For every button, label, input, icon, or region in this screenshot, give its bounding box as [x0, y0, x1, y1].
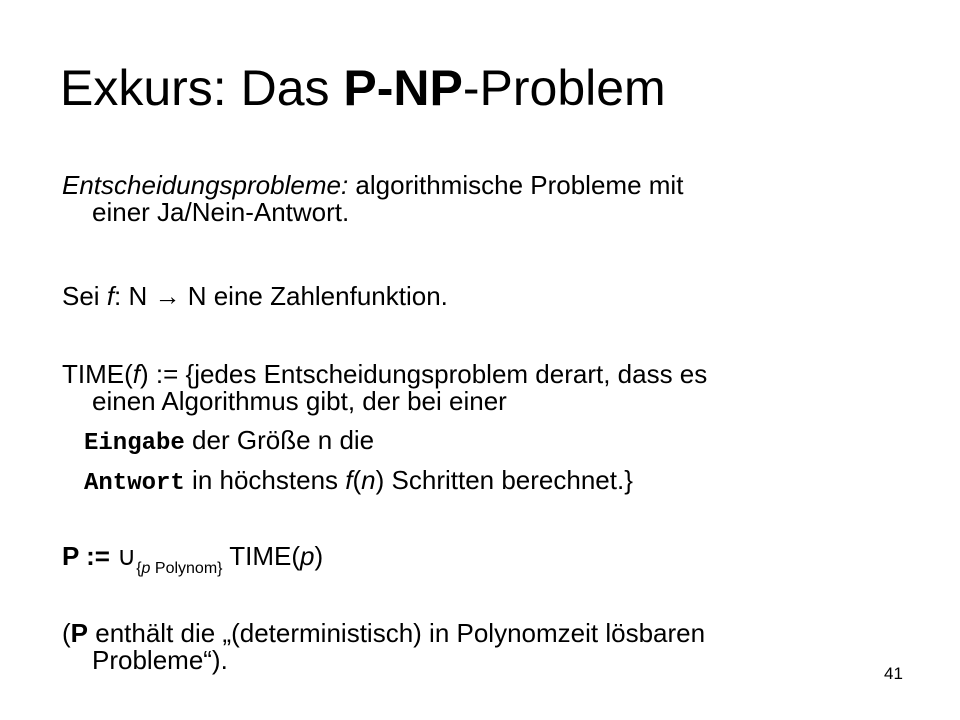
- p2-b: : N: [114, 281, 155, 311]
- sub-open: {: [136, 560, 142, 577]
- paragraph-decision-problems: [62, 172, 922, 226]
- p4-b: ): [314, 541, 324, 571]
- p3-f: f: [132, 359, 140, 389]
- title-bold: P-NP: [343, 60, 463, 116]
- p4-a: TIME(: [222, 541, 301, 571]
- p5-b: enthält die „(deterministisch) in Polynomzeit lösbaren: [88, 618, 706, 648]
- p2-a: Sei: [62, 281, 107, 311]
- code-antwort: Antwort: [84, 470, 185, 497]
- paragraph-time-definition: [62, 361, 922, 415]
- union-icon: ∪: [117, 541, 137, 571]
- page-number: 41: [884, 664, 903, 683]
- line1-rest: der Größe n die: [184, 425, 375, 455]
- p-assign: P :=: [62, 541, 110, 571]
- sub-p: p: [141, 560, 151, 577]
- term-decision-problems: Entscheidungsprobleme:: [62, 170, 349, 200]
- p4-p: p: [300, 541, 315, 571]
- p2-f: f: [106, 281, 115, 311]
- title-prefix: Exkurs: Das: [60, 60, 344, 116]
- p2-c: N eine Zahlenfunktion.: [180, 281, 448, 311]
- title-suffix: -Problem: [462, 60, 666, 116]
- line2-b: (: [352, 465, 362, 495]
- paragraph-p-explanation: [62, 620, 922, 674]
- union-subscript: [136, 560, 222, 577]
- p5-a: (: [62, 618, 71, 648]
- paragraph-function: [62, 283, 922, 310]
- line-antwort: [84, 465, 633, 499]
- sub-rest: Polynom}: [150, 560, 223, 577]
- p5-continuation: Probleme“).: [92, 645, 228, 675]
- line2-a: in höchstens: [184, 465, 346, 495]
- paragraph-p-definition: [62, 541, 323, 576]
- p5-bold: P: [70, 618, 89, 648]
- p1-continuation: einer Ja/Nein-Antwort.: [92, 197, 350, 227]
- p1-text: algorithmische Probleme mit: [348, 170, 684, 200]
- line2-n: n: [361, 465, 376, 495]
- p3-b: ) := {jedes Entscheidungsproblem derart, dass es: [140, 359, 708, 389]
- line-eingabe: [84, 425, 374, 459]
- slide-title: [60, 58, 666, 118]
- code-eingabe: Eingabe: [84, 430, 185, 457]
- p3-continuation: einen Algorithmus gibt, der bei einer: [92, 386, 507, 416]
- line2-c: ) Schritten berechnet.}: [375, 465, 633, 495]
- arrow-icon: →: [154, 281, 181, 311]
- p3-a: TIME(: [62, 359, 133, 389]
- line2-f: f: [345, 465, 353, 495]
